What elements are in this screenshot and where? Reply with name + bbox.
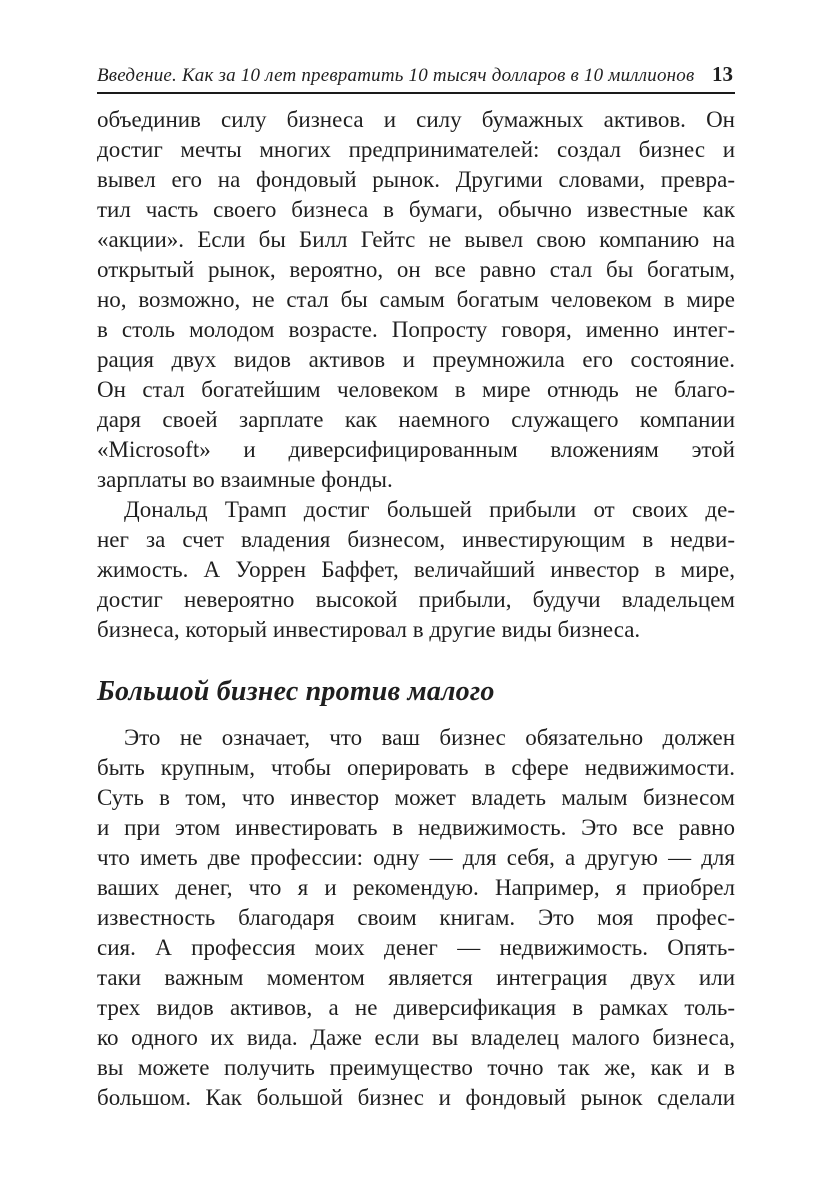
text-line: быть крупным, чтобы оперировать в сфере недвижимости. xyxy=(97,755,735,780)
text-line: даря своей зарплате как наемного служащего компании xyxy=(97,407,735,432)
text-line: известность благодаря своим книгам. Это моя профес- xyxy=(97,905,735,930)
text-line: большом. Как большой бизнес и фондовый рынок сделали xyxy=(97,1085,735,1110)
text-line: Он стал богатейшим человеком в мире отнюдь не благо- xyxy=(97,377,735,402)
text-line: вывел его на фондовый рынок. Другими словами, превра- xyxy=(97,167,735,192)
text-line: объединив силу бизнеса и силу бумажных активов. Он xyxy=(97,107,735,132)
paragraph xyxy=(97,723,735,1113)
text-line: вы можете получить преимущество точно так же, как и в xyxy=(97,1055,735,1080)
page-number: 13 xyxy=(712,62,733,86)
text-line: нег за счет владения бизнесом, инвестирующим в недви- xyxy=(97,527,735,552)
text-line: достиг невероятно высокой прибыли, будучи владельцем xyxy=(97,587,735,612)
text-line: и при этом инвестировать в недвижимость. Это все равно xyxy=(97,815,735,840)
text-line: рация двух видов активов и преумножила его состояние. xyxy=(97,347,735,372)
text-line: ваших денег, что я и рекомендую. Например, я приобрел xyxy=(97,875,735,900)
text-line: ко одного их вида. Даже если вы владелец малого бизнеса, xyxy=(97,1025,735,1050)
section-heading: Большой бизнес против малого xyxy=(97,676,495,707)
text-line: в столь молодом возрасте. Попросту говоря, именно интег- xyxy=(97,317,735,342)
text-line: что иметь две профессии: одну — для себя, а другую — для xyxy=(97,845,735,870)
text-line: достиг мечты многих предпринимателей: создал бизнес и xyxy=(97,137,735,162)
text-line: зарплаты во взаимные фонды. xyxy=(97,467,393,492)
text-line: «Microsoft» и диверсифицированным вложениям этой xyxy=(97,437,735,462)
paragraph xyxy=(97,105,735,495)
text-line: Суть в том, что инвестор может владеть малым бизнесом xyxy=(97,785,735,810)
text-line: трех видов активов, а не диверсификация в рамках толь- xyxy=(97,995,735,1020)
text-line: жимость. А Уоррен Баффет, величайший инвестор в мире, xyxy=(97,557,735,582)
text-line: открытый рынок, вероятно, он все равно стал бы богатым, xyxy=(97,257,735,282)
text-line: бизнеса, который инвестировал в другие виды бизнеса. xyxy=(97,617,641,642)
text-line: таки важным моментом является интеграция двух или xyxy=(97,965,735,990)
text-line: Дональд Трамп достиг большей прибыли от своих де- xyxy=(124,497,735,522)
paragraph xyxy=(97,495,735,645)
text-line: тил часть своего бизнеса в бумаги, обычно известные как xyxy=(97,197,735,222)
text-line: сия. А профессия моих денег — недвижимость. Опять- xyxy=(97,935,735,960)
text-line: но, возможно, не стал бы самым богатым человеком в мире xyxy=(97,287,735,312)
text-line: Это не означает, что ваш бизнес обязательно должен xyxy=(124,725,735,750)
running-header-title: Введение. Как за 10 лет превратить 10 тысяч долларов в 10 миллионов xyxy=(97,65,695,86)
page-body xyxy=(97,105,735,1113)
text-line: «акции». Если бы Билл Гейтс не вывел свою компанию на xyxy=(97,227,735,252)
running-header xyxy=(97,62,735,94)
